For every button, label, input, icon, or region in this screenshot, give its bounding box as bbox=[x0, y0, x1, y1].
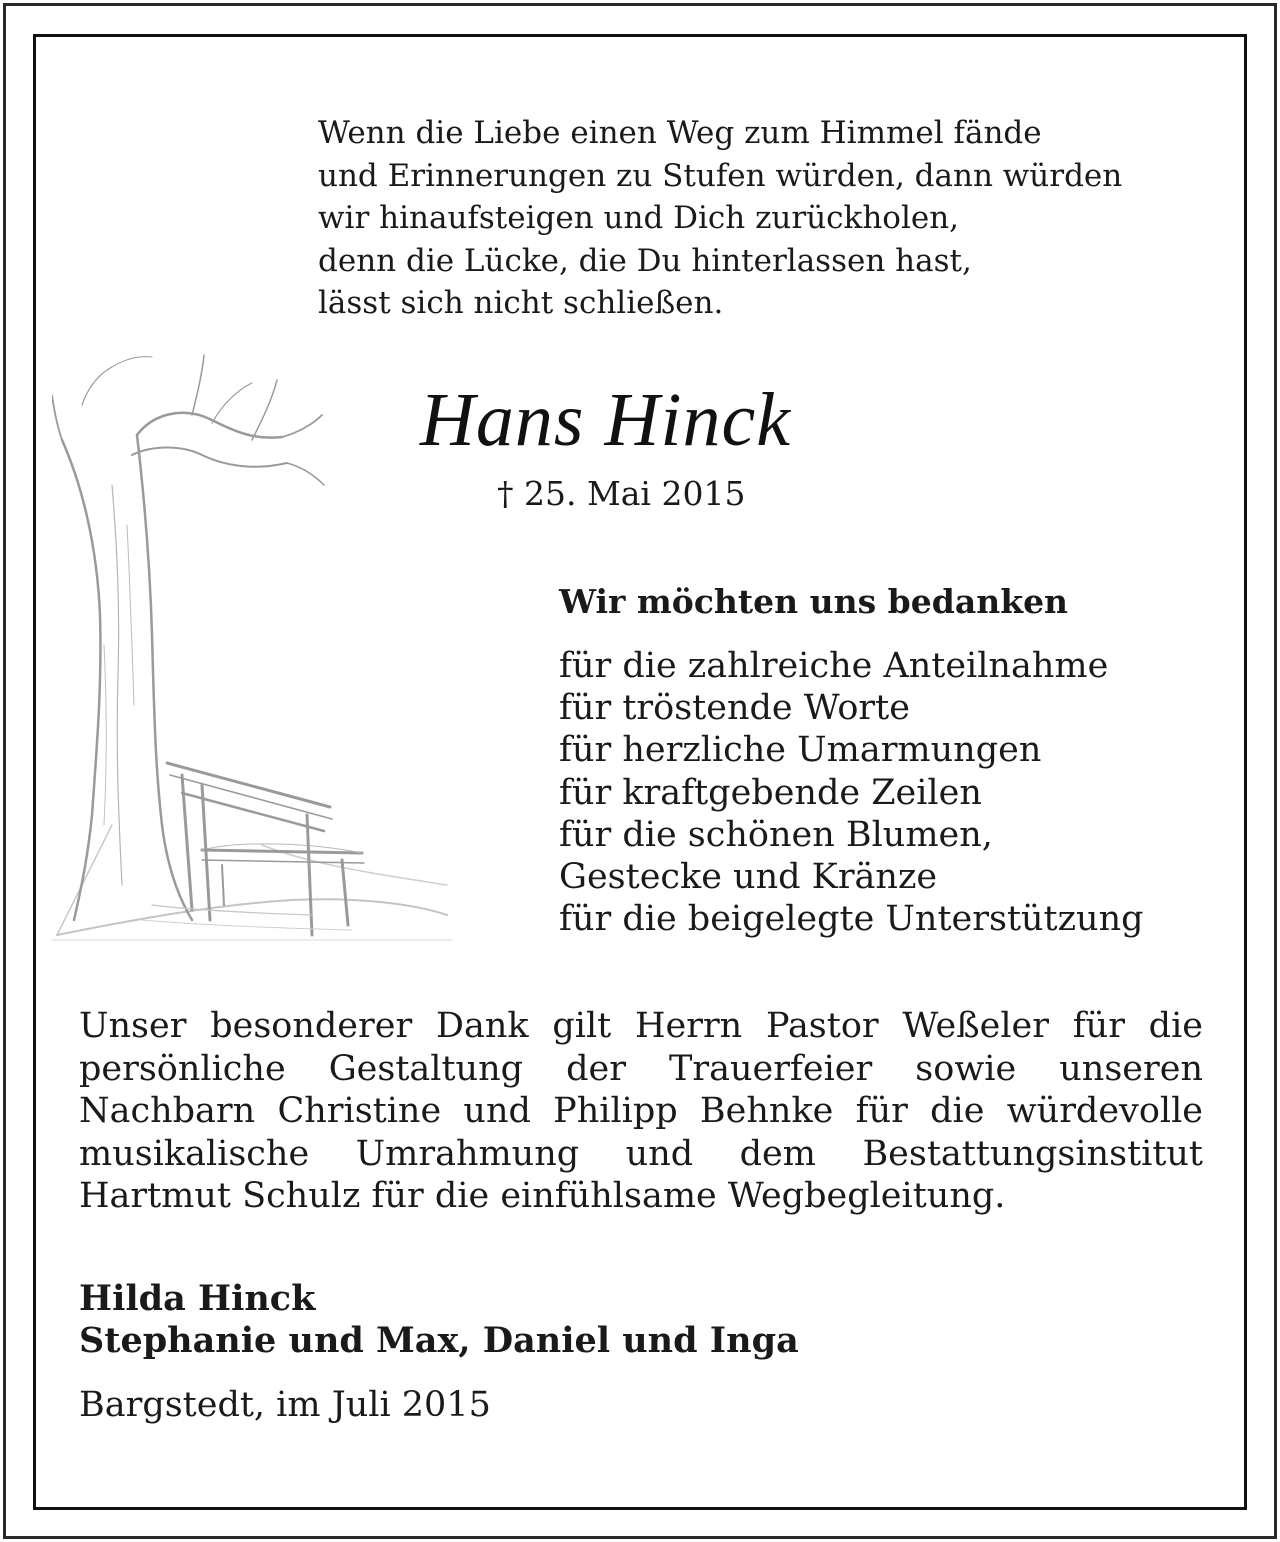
tree-and-bench-sketch-icon bbox=[52, 345, 452, 945]
list-item: für kraftgebende Zeilen bbox=[559, 772, 982, 813]
special-thanks-paragraph: Unser besonderer Dank gilt Herrn Pastor Weßeler für die persönliche Gestaltung der Trauerfeier sowie unseren Nachbarn Christine und Philipp Behnke für die würdevolle musikalische Umrahmung und dem Bestattungsinstitut Hartmut Schulz für die einfühlsame Wegbegleitung. bbox=[79, 1006, 1203, 1216]
poem-line: wir hinaufsteigen und Dich zurückholen, bbox=[318, 200, 960, 236]
death-date: † 25. Mai 2015 bbox=[497, 474, 746, 513]
thanks-list bbox=[559, 645, 1144, 940]
deceased-name: Hans Hinck bbox=[420, 378, 791, 462]
signature-line: Hilda Hinck bbox=[79, 1278, 316, 1319]
list-item: für herzliche Umarmungen bbox=[559, 730, 1042, 771]
poem-line: denn die Lücke, die Du hinterlassen hast, bbox=[318, 242, 972, 279]
signature-line: Stephanie und Max, Daniel und Inga bbox=[79, 1320, 799, 1361]
list-item: für die schönen Blumen, bbox=[559, 814, 993, 855]
place-date: Bargstedt, im Juli 2015 bbox=[79, 1385, 491, 1425]
memorial-poem bbox=[318, 112, 1122, 325]
list-item: für tröstende Worte bbox=[559, 688, 910, 729]
poem-line: Wenn die Liebe einen Weg zum Himmel fände bbox=[318, 115, 1042, 151]
list-item: für die zahlreiche Anteilnahme bbox=[559, 646, 1109, 686]
poem-line: und Erinnerungen zu Stufen würden, dann würden bbox=[318, 157, 1123, 194]
list-item: für die beigelegte Unterstützung bbox=[559, 899, 1144, 940]
thanks-heading: Wir möchten uns bedanken bbox=[559, 582, 1069, 621]
list-item: Gestecke und Kränze bbox=[559, 857, 938, 898]
signatures bbox=[79, 1278, 799, 1362]
poem-line: lässt sich nicht schließen. bbox=[318, 285, 724, 321]
